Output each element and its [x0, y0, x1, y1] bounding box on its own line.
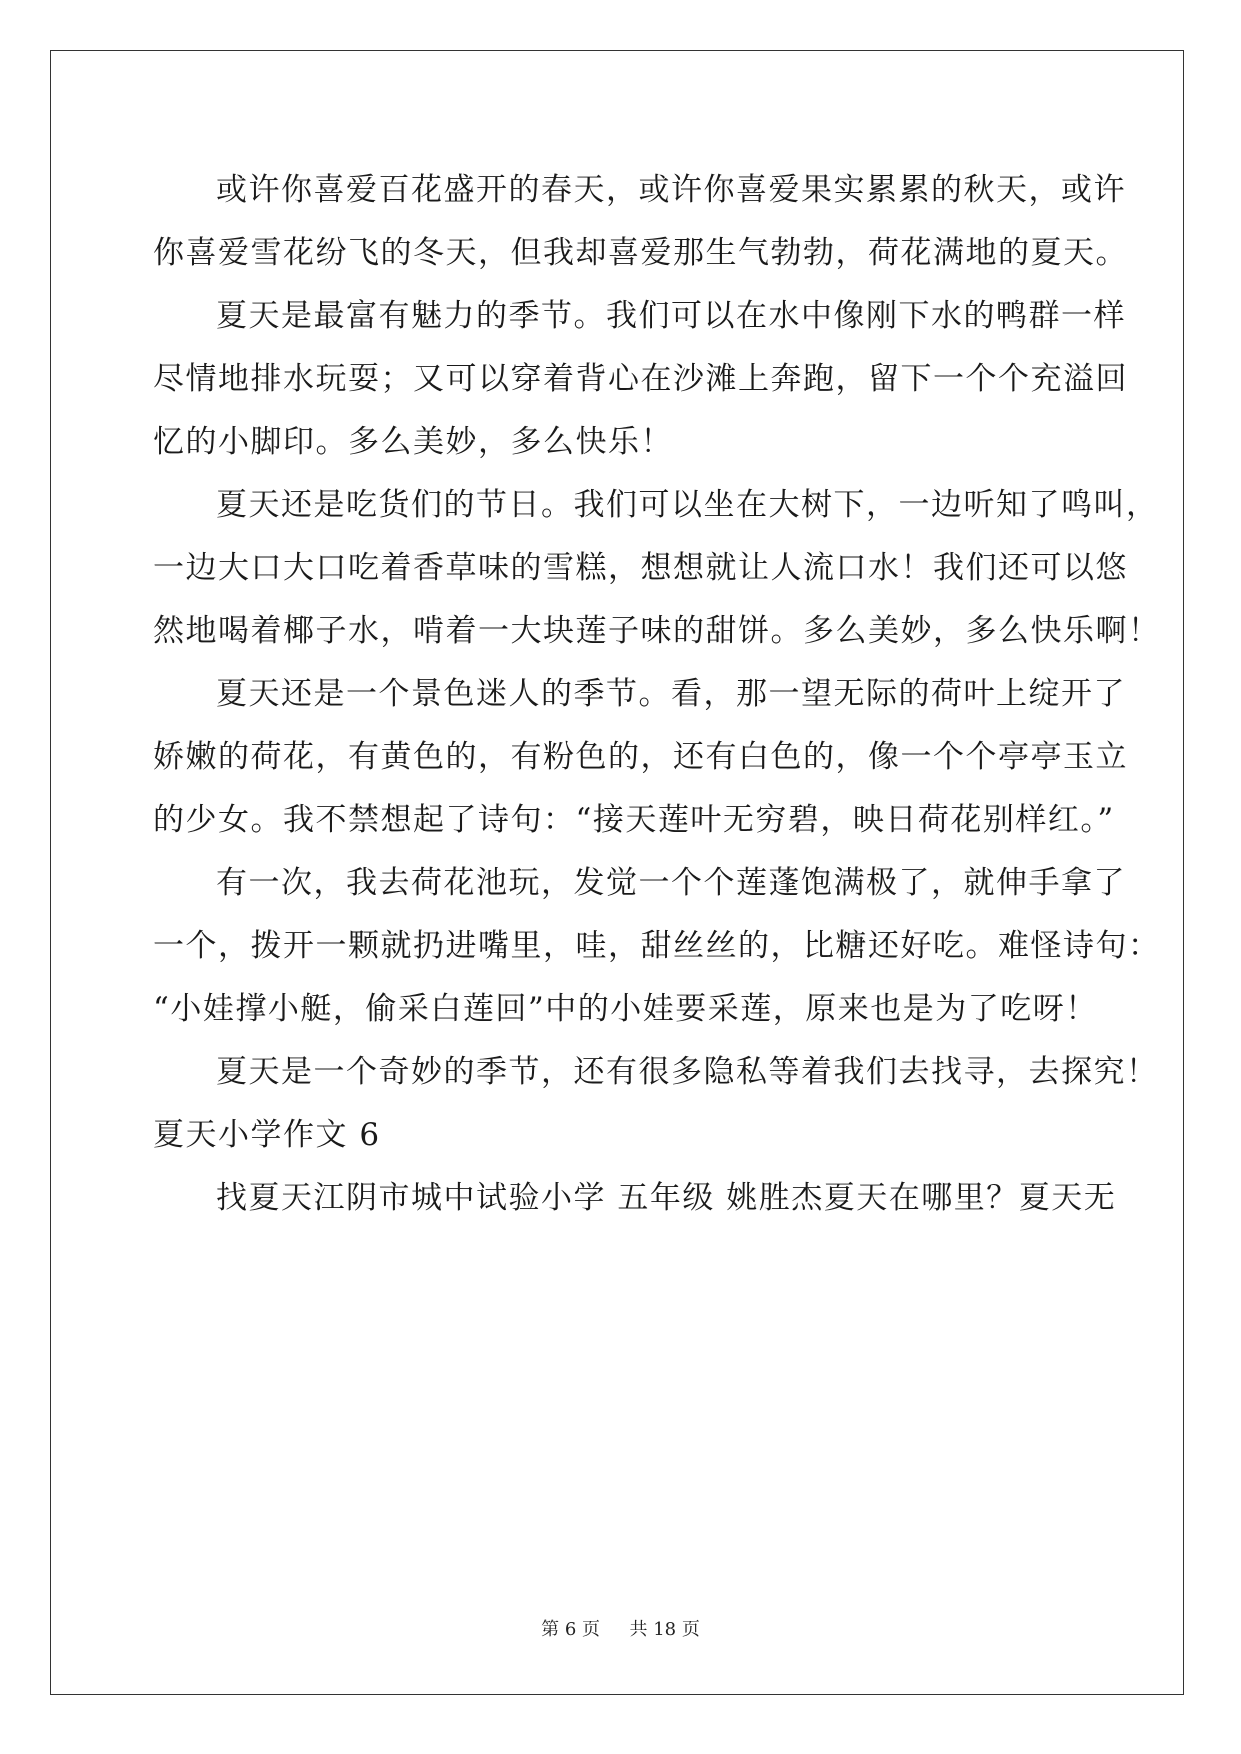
paragraph-2-line-2: 尽情地排水玩耍；又可以穿着背心在沙滩上奔跑，留下一个个充溢回 [153, 361, 1128, 397]
paragraph-3-line-1: 夏天还是吃货们的节日。我们可以坐在大树下，一边听知了鸣叫， [216, 487, 1159, 523]
paragraph-5-line-1: 有一次，我去荷花池玩，发觉一个个莲蓬饱满极了，就伸手拿了 [216, 865, 1126, 901]
paragraph-6-line-1: 夏天是一个奇妙的季节，还有很多隐私等着我们去找寻，去探究！ [216, 1054, 1159, 1090]
paragraph-1-line-1: 或许你喜爱百花盛开的春天，或许你喜爱果实累累的秋天，或许 [216, 172, 1126, 208]
section-title: 夏天小学作文 6 [153, 1117, 381, 1153]
page-footer [0, 1618, 1241, 1642]
paragraph-7-line-1: 找夏天江阴市城中试验小学 五年级 姚胜杰夏天在哪里？夏天无 [216, 1180, 1117, 1216]
paragraph-4-line-2: 娇嫩的荷花，有黄色的，有粉色的，还有白色的，像一个个亭亭玉立 [153, 739, 1128, 775]
paragraph-3-line-2: 一边大口大口吃着香草味的雪糕，想想就让人流口水！我们还可以悠 [153, 550, 1128, 586]
paragraph-2-line-1: 夏天是最富有魅力的季节。我们可以在水中像刚下水的鸭群一样 [216, 298, 1126, 334]
paragraph-3-line-3: 然地喝着椰子水，啃着一大块莲子味的甜饼。多么美妙，多么快乐啊！ [153, 613, 1161, 649]
paragraph-5-line-2: 一个，拨开一颗就扔进嘴里，哇，甜丝丝的，比糖还好吃。难怪诗句： [153, 928, 1161, 964]
paragraph-4-line-1: 夏天还是一个景色迷人的季节。看，那一望无际的荷叶上绽开了 [216, 676, 1126, 712]
page-number: 第 6 页 [541, 1619, 601, 1640]
paragraph-5-line-3: “小娃撑小艇，偷采白莲回”中的小娃要采莲，原来也是为了吃呀！ [153, 991, 1098, 1027]
page-total: 共 18 页 [629, 1619, 700, 1640]
paragraph-2-line-3: 忆的小脚印。多么美妙，多么快乐！ [153, 424, 673, 460]
paragraph-1-line-2: 你喜爱雪花纷飞的冬天，但我却喜爱那生气勃勃，荷花满地的夏天。 [153, 235, 1128, 271]
paragraph-4-line-3: 的少女。我不禁想起了诗句：“接天莲叶无穷碧，映日荷花别样红。” [153, 802, 1115, 838]
